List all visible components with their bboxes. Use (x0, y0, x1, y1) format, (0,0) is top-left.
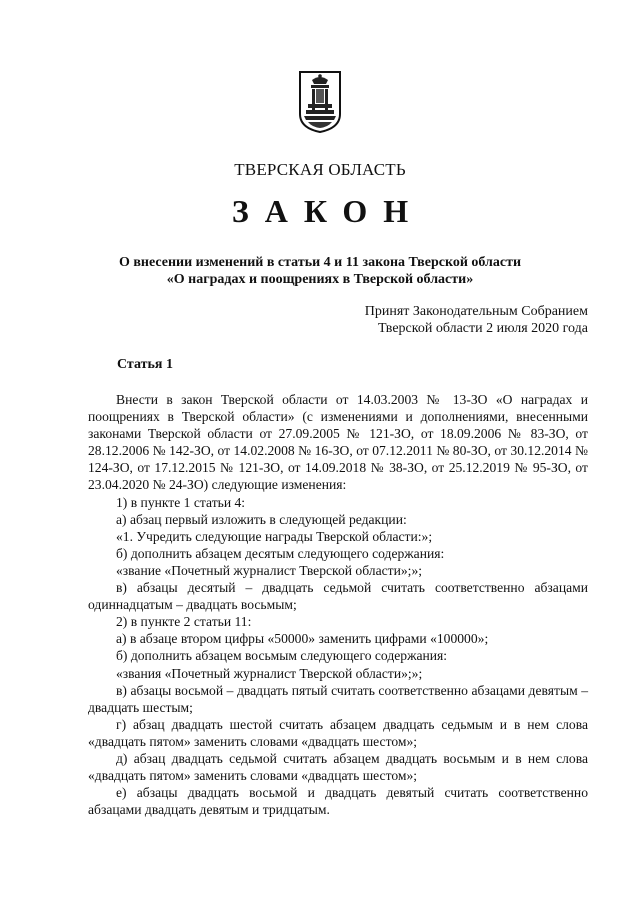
list-item: «1. Учредить следующие награды Тверской области:»; (116, 528, 433, 544)
list-item: г) абзац двадцать шестой считать абзацем двадцать седьмым и в нем слова «двадцать пятом» заменить словами «двадцать шестом»; (88, 716, 588, 749)
subtitle-line: «О наградах и поощрениях в Тверской области» (166, 272, 474, 287)
paragraph-intro: Внести в закон Тверской области от 14.03.2003 № 13-ЗО «О наградах и поощрениях в Тверской области» (с изменениями и дополнениями, внесенными законами Тверской области от 27.09.2005 № 121-ЗО, от 18.09.2006 № 83-ЗО, от 28.12.2006 № 142-ЗО, от 14.02.2008 № 16-ЗО, от 07.12.2011 № 80-ЗО, от 30.12.2014 № 124-ЗО, от 17.12.2015 № 121-ЗО, от 14.09.2018 № 38-ЗО, от 25.12.2019 № 95-ЗО, от 23.04.2020 № 24-ЗО) следующие изменения: (88, 392, 588, 493)
list-item: е) абзацы двадцать восьмой и двадцать девятый считать соответственно абзацами двадцать девятым и тридцатым. (88, 785, 588, 818)
adoption-line: Тверской области 2 июля 2020 года (377, 321, 588, 336)
region-name: ТВЕРСКАЯ ОБЛАСТЬ (234, 160, 406, 179)
list-item: д) абзац двадцать седьмой считать абзацем двадцать восьмым и в нем слова «двадцать пятом» заменить словами «двадцать шестом»; (88, 750, 588, 784)
list-item: а) абзац первый изложить в следующей редакции: (116, 511, 407, 527)
document-type-title: ЗАКОН (231, 193, 425, 229)
adoption-note (365, 303, 588, 337)
law-subtitle (70, 254, 570, 288)
list-item: в) абзацы восьмой – двадцать пятый считать соответственно абзацами девятым – двадцать шестым; (88, 682, 588, 715)
list-item: б) дополнить абзацем десятым следующего содержания: (116, 545, 445, 561)
list-item: 1) в пункте 1 статьи 4: (116, 494, 246, 510)
list-item: б) дополнить абзацем восьмым следующего содержания: (116, 648, 448, 664)
list-item: в) абзацы десятый – двадцать седьмой считать соответственно абзацами одиннадцатым – двадцать восьмым; (88, 580, 588, 613)
article-heading: Статья 1 (117, 357, 173, 372)
article-body (88, 391, 588, 818)
subtitle-line: О внесении изменений в статьи 4 и 11 закона Тверской области (118, 255, 522, 270)
list-item: «звания «Почетный журналист Тверской области»;»; (116, 665, 423, 681)
coat-of-arms-emblem (298, 70, 342, 134)
list-item: а) в абзаце втором цифры «50000» заменить цифрами «100000»; (116, 631, 489, 647)
list-item: 2) в пункте 2 статьи 11: (116, 614, 252, 630)
list-item: «звание «Почетный журналист Тверской области»;»; (116, 562, 423, 578)
adoption-line: Принят Законодательным Собранием (364, 304, 588, 319)
